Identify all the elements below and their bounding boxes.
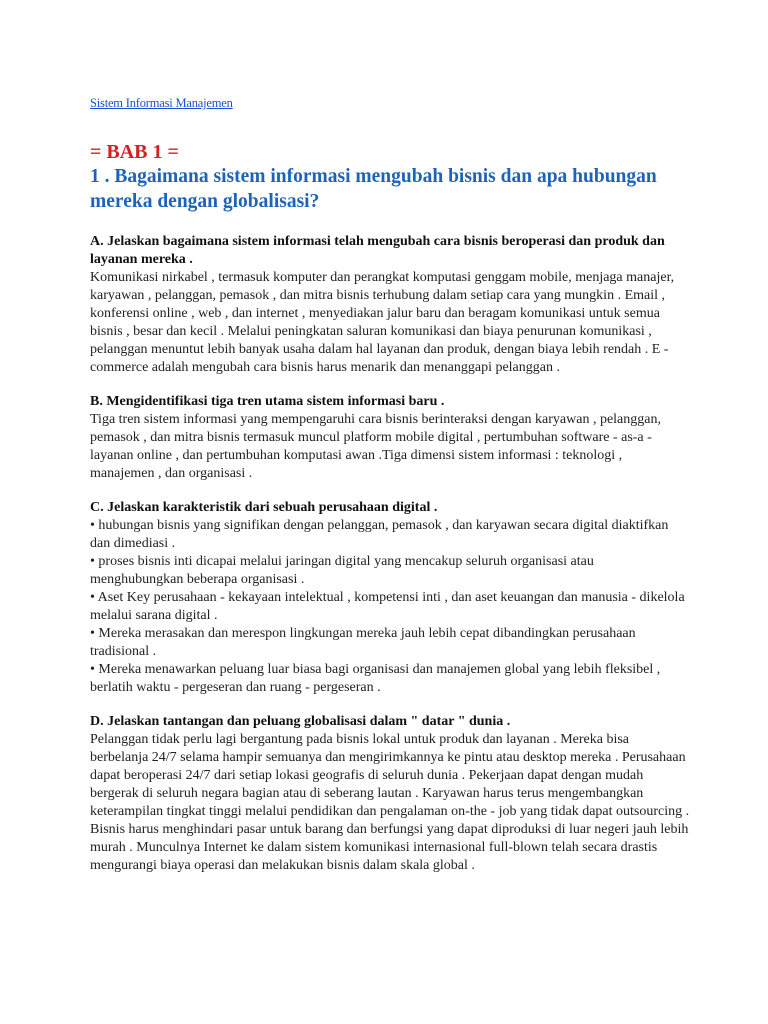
chapter-title: = BAB 1 = xyxy=(90,141,179,163)
section-a-heading: A. Jelaskan bagaimana sistem informasi telah mengubah cara bisnis beroperasi dan produk dan layanan mereka . xyxy=(90,234,665,267)
section-a xyxy=(90,233,690,377)
section-c xyxy=(90,499,690,697)
section-c-bullet: • Mereka merasakan dan merespon lingkungan mereka jauh lebih cepat dibandingkan perusahaan tradisional . xyxy=(90,626,636,659)
section-c-bullet: • proses bisnis inti dicapai melalui jaringan digital yang mencakup seluruh organisasi atau menghubungkan beberapa organisasi . xyxy=(90,554,594,587)
section-b-heading: B. Mengidentifikasi tiga tren utama sistem informasi baru . xyxy=(90,394,445,409)
section-c-bullet: • hubungan bisnis yang signifikan dengan pelanggan, pemasok , dan karyawan secara digital diaktifkan dan dimediasi . xyxy=(90,518,669,551)
section-d xyxy=(90,713,690,875)
section-b-body: Tiga tren sistem informasi yang mempengaruhi cara bisnis berinteraksi dengan karyawan , pelanggan, pemasok , dan mitra bisnis termasuk muncul platform mobile digital , pertumbuhan software - as-a - layanan online , dan pertumbuhan komputasi awan .Tiga dimensi sistem informasi : teknologi , manajemen , dan organisasi . xyxy=(90,412,661,481)
document-page xyxy=(90,94,690,875)
section-a-body: Komunikasi nirkabel , termasuk komputer dan perangkat komputasi genggam mobile, menjaga manajer, karyawan , pelanggan, pemasok , dan mitra bisnis terhubung dalam setiap cara yang mungkin . Email , konferensi online , web , dan internet , menyediakan jalur baru dan beragam komunikasi untuk semua bisnis , besar dan kecil . Melalui peningkatan saluran komunikasi dan biaya penurunan komunikasi , pelanggan menuntut lebih banyak usaha dalam hal layanan dan produk, dengan biaya lebih rendah . E -commerce adalah mengubah cara bisnis harus menarik dan menanggapi pelanggan . xyxy=(90,270,675,375)
chapter-question: 1 . Bagaimana sistem informasi mengubah bisnis dan apa hubungan mereka dengan globalisasi? xyxy=(90,166,657,212)
breadcrumb-link[interactable]: Sistem Informasi Manajemen xyxy=(90,96,233,110)
section-b xyxy=(90,393,690,483)
section-d-body: Pelanggan tidak perlu lagi bergantung pada bisnis lokal untuk produk dan layanan . Mereka bisa berbelanja 24/7 selama hampir semuanya dan mengirimkannya ke pintu atau desktop mereka . Perusahaan dapat beroperasi 24/7 dari setiap lokasi geografis di seluruh dunia . Pekerjaan dapat dengan mudah bergerak di seluruh negara bagian atau di seberang lautan . Karyawan harus terus mengembangkan keterampilan tingkat tinggi melalui pendidikan dan pengalaman on-the - job yang tidak dapat outsourcing . Bisnis harus menghindari pasar untuk barang dan berfungsi yang dapat diproduksi di luar negeri jauh lebih murah . Munculnya Internet ke dalam sistem komunikasi internasional full-blown telah secara drastis mengurangi biaya operasi dan melakukan bisnis dalam skala global . xyxy=(90,732,690,873)
section-d-heading: D. Jelaskan tantangan dan peluang globalisasi dalam " datar " dunia . xyxy=(90,714,511,729)
section-c-bullet: • Aset Key perusahaan - kekayaan intelektual , kompetensi inti , dan aset keuangan dan manusia - dikelola melalui sarana digital . xyxy=(90,590,685,623)
section-c-bullet: • Mereka menawarkan peluang luar biasa bagi organisasi dan manajemen global yang lebih fleksibel , berlatih waktu - pergeseran dan ruang - pergeseran . xyxy=(90,662,661,695)
section-c-heading: C. Jelaskan karakteristik dari sebuah perusahaan digital . xyxy=(90,500,438,515)
